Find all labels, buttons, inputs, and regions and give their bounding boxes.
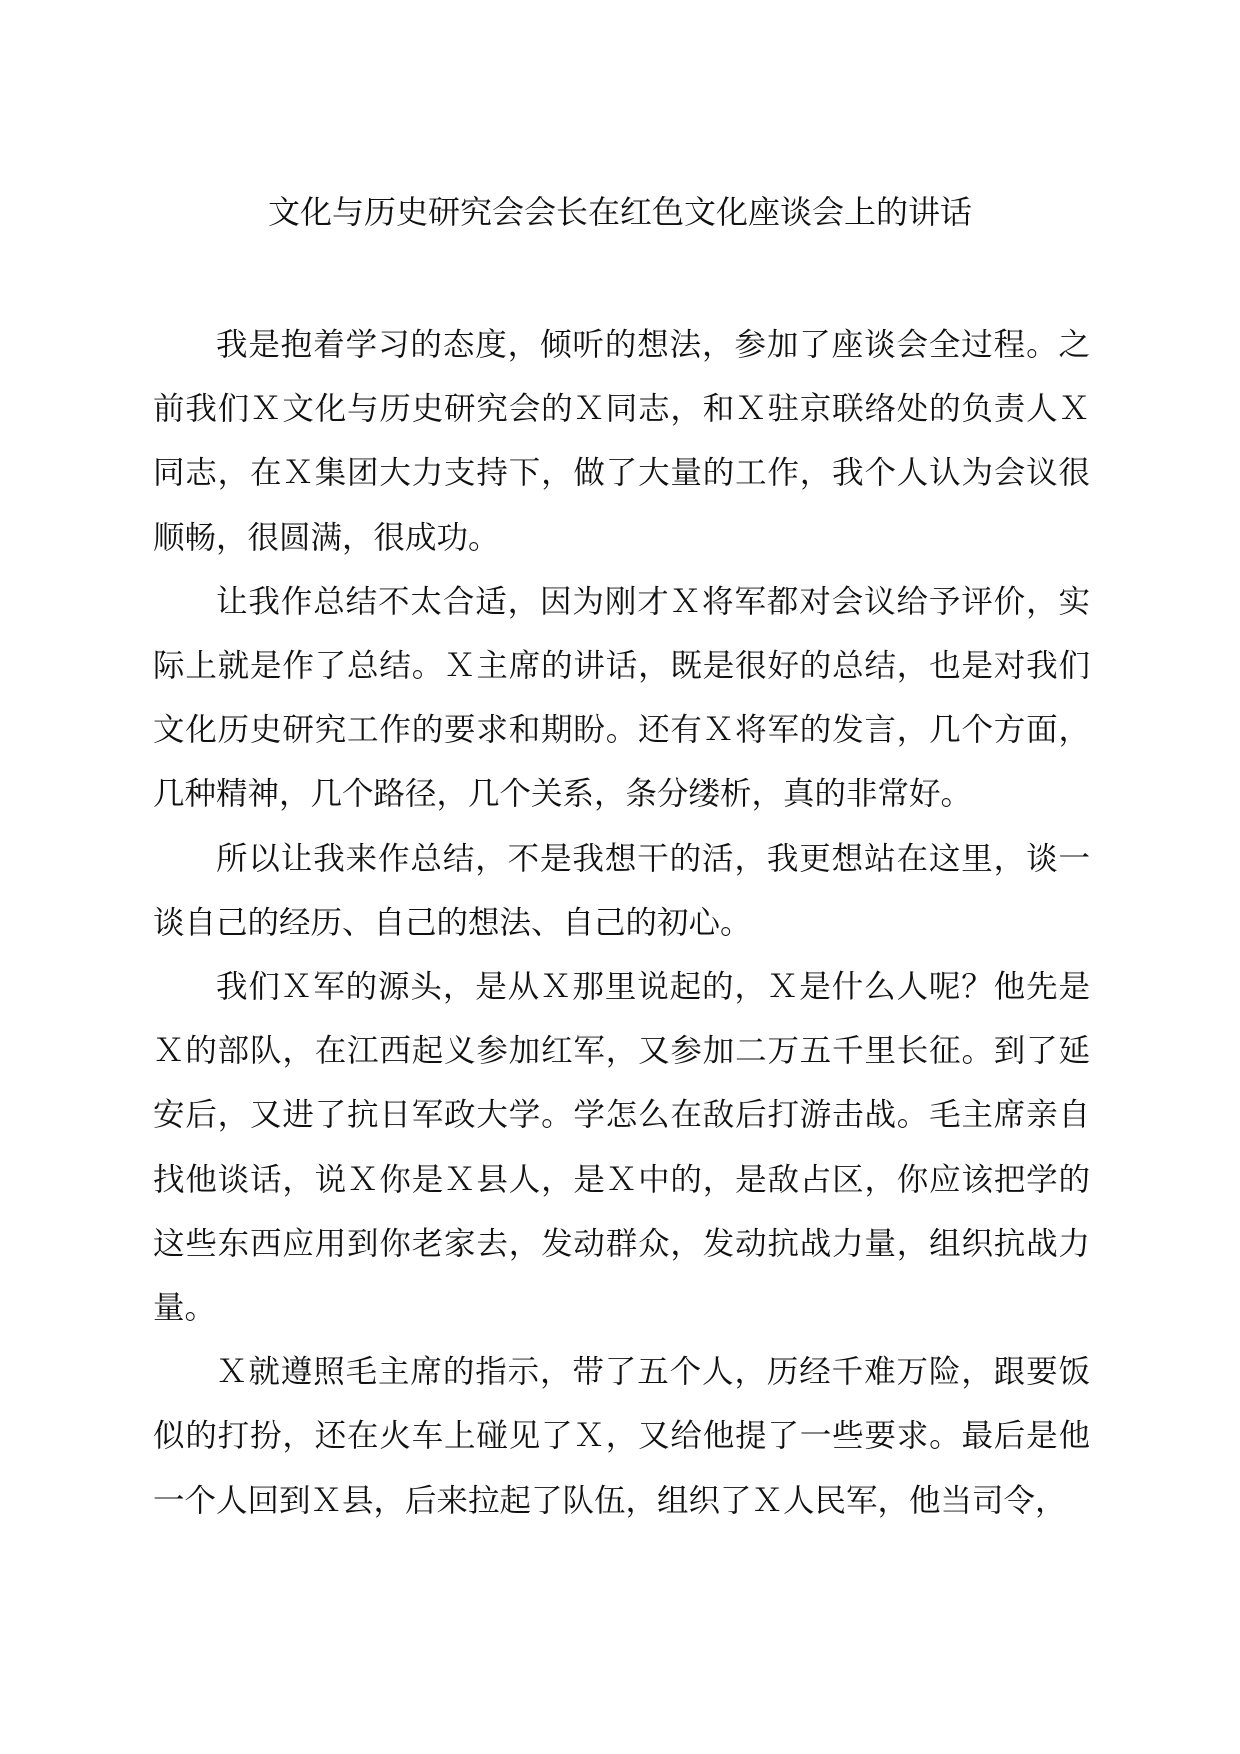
document-body [153, 313, 1090, 1533]
paragraph: 我是抱着学习的态度，倾听的想法，参加了座谈会全过程。之前我们Ｘ文化与历史研究会的Ｘ同志，和Ｘ驻京联络处的负责人Ｘ同志，在Ｘ集团大力支持下，做了大量的工作，我个人认为会议很顺畅，很圆满，很成功。 [153, 327, 1090, 556]
paragraph: 我们Ｘ军的源头，是从Ｘ那里说起的，Ｘ是什么人呢？他先是Ｘ的部队，在江西起义参加红军，又参加二万五千里长征。到了延安后，又进了抗日军政大学。学怎么在敌后打游击战。毛主席亲自找他谈话，说Ｘ你是Ｘ县人，是Ｘ中的，是敌占区，你应该把学的这些东西应用到你老家去，发动群众，发动抗战力量，组织抗战力量。 [153, 969, 1090, 1327]
paragraph: Ｘ就遵照毛主席的指示，带了五个人，历经千难万险，跟要饭似的打扮，还在火车上碰见了Ｘ，又给他提了一些要求。最后是他一个人回到Ｘ县，后来拉起了队伍，组织了Ｘ人民军，他当司令， [153, 1354, 1090, 1519]
document-title: 文化与历史研究会会长在红色文化座谈会上的讲话 [267, 193, 972, 231]
paragraph: 让我作总结不太合适，因为刚才Ｘ将军都对会议给予评价，实际上就是作了总结。Ｘ主席的讲话，既是很好的总结，也是对我们文化历史研究工作的要求和期盼。还有Ｘ将军的发言，几个方面，几种精神，几个路径，几个关系，条分缕析，真的非常好。 [153, 583, 1090, 813]
paragraph: 所以让我来作总结，不是我想干的活，我更想站在这里，谈一谈自己的经历、自己的想法、自己的初心。 [153, 840, 1090, 941]
